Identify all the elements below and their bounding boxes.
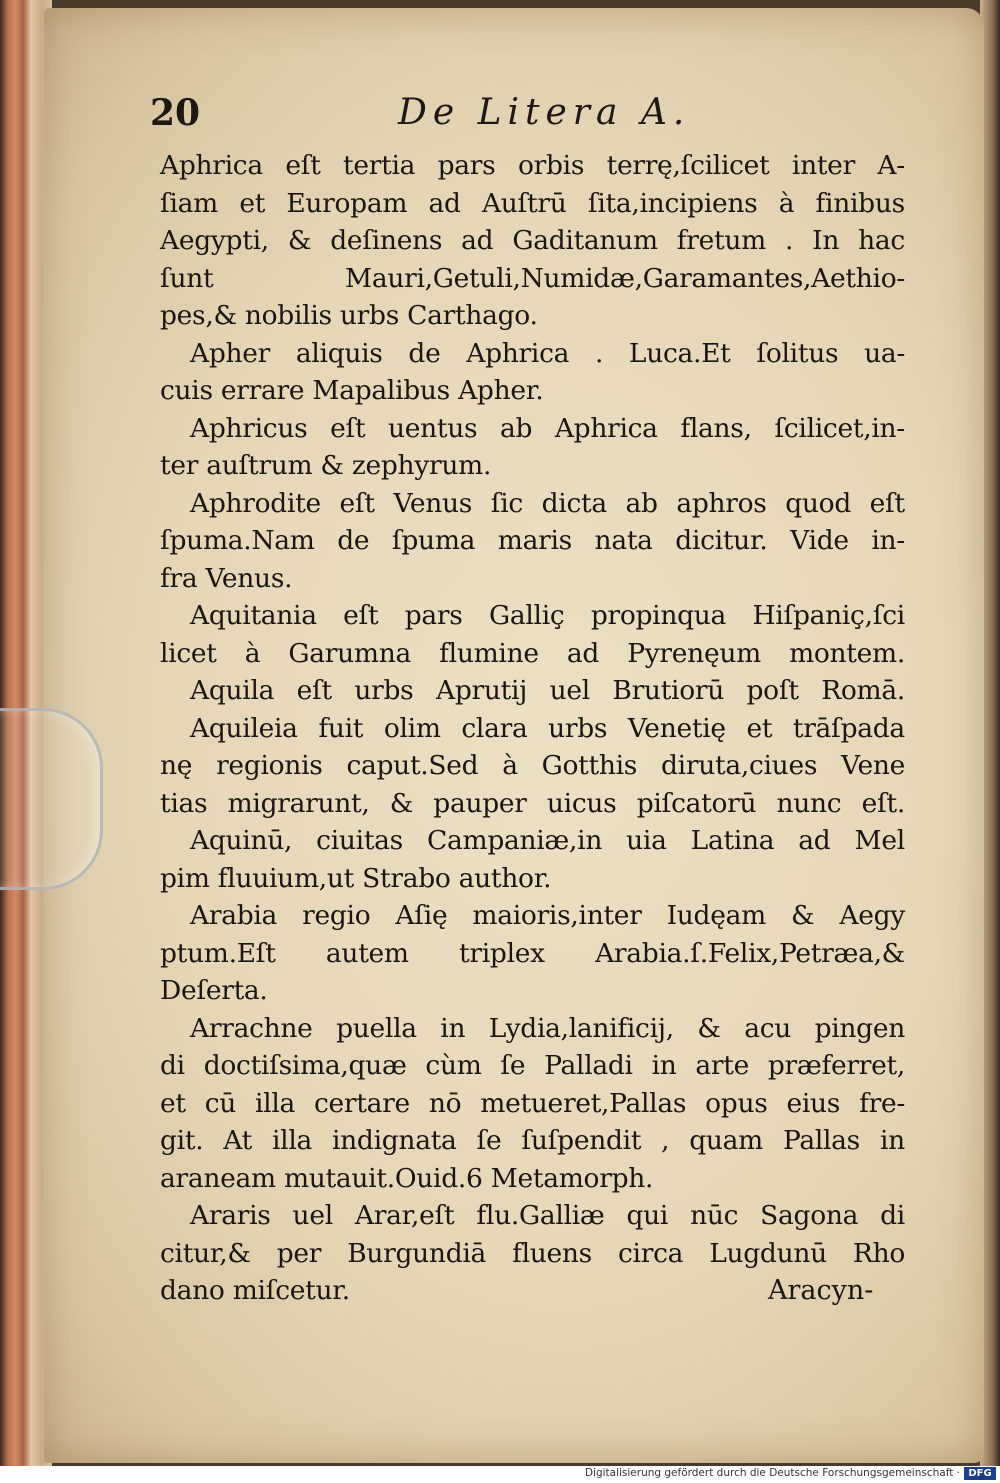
text-line: Aegypti, & deſinens ad Gaditanum fretum . In hac [160, 225, 905, 256]
text-line: dano miſcetur. [160, 1275, 350, 1306]
text-line: Aphrodite eſt Venus ſic dicta ab aphros quod eſt [190, 487, 905, 519]
text-line: tias migrarunt, & pauper uicus piſcatorū nunc eſt. [160, 787, 905, 819]
text-line: ſunt Mauri,Getuli,Numidæ,Garamantes,Aethio- [160, 262, 905, 294]
running-title: De Litera A. [398, 92, 691, 133]
text-line: fra Venus. [160, 562, 293, 594]
page-clip [0, 708, 103, 890]
text-line: et cū illa certare nō metueret,Pallas opus eius fre- [160, 1087, 905, 1119]
text-line: nę regionis caput.Sed à Gotthis diruta,ciues Vene [160, 750, 905, 781]
text-line: araneam mutauit.Ouid.6 Metamorph. [160, 1162, 654, 1194]
running-header [150, 92, 920, 144]
text-line: Apher aliquis de Aphrica . Luca.Et ſolitus ua- [190, 337, 905, 369]
dfg-logo: DFG [964, 1467, 996, 1480]
text-line: citur,& per Burgundiā fluens circa Lugdunū Rho [160, 1237, 905, 1269]
text-line: ſpuma.Nam de ſpuma maris nata dicitur. Vide in- [160, 525, 905, 556]
text-line: Aquinū, ciuitas Campaniæ,in uia Latina ad Mel [190, 825, 905, 856]
text-line: Aquila eſt urbs Aprutij uel Brutiorū poſt Romā. [190, 675, 905, 706]
text-line: di doctiſsima,quæ cùm ſe Palladi in arte præferret, [160, 1050, 905, 1081]
text-line: ter auſtrum & zephyrum. [160, 450, 492, 481]
footer-credit: Digitalisierung gefördert durch die Deutsche Forschungsgemeinschaft · [584, 1467, 960, 1479]
text-line: Arrachne puella in Lydia,lanificij, & acu pingen [190, 1012, 905, 1044]
text-line: Aquileia fuit olim clara urbs Venetię et trāſpada [190, 712, 905, 744]
text-line: Aphrica eſt tertia pars orbis terrę,ſcilicet inter A- [160, 150, 905, 181]
page-number: 20 [150, 92, 201, 134]
text-line: git. At illa indignata ſe ſuſpendit , quam Pallas in [160, 1125, 905, 1156]
text-line: licet à Garumna flumine ad Pyrenęum montem. [160, 637, 905, 669]
text-line: Arabia regio Aſię maioris,inter Iudęam & Aegy [190, 900, 905, 931]
text-line: cuis errare Mapalibus Apher. [160, 375, 544, 406]
text-line: Aquitania eſt pars Galliç propinqua Hiſpaniç,ſci [190, 600, 905, 631]
text-line: ſiam et Europam ad Auſtrū ſita,incipiens à finibus [160, 187, 905, 219]
text-line: pes,& nobilis urbs Carthago. [160, 300, 538, 331]
text-line: ptum.Eſt autem triplex Arabia.ſ.Felix,Petræa,& [160, 937, 905, 969]
text-line: Aphricus eſt uentus ab Aphrica flans, ſcilicet,in- [190, 412, 905, 444]
text-line: pim fluuium,ut Strabo author. [160, 862, 552, 894]
text-line: Deſerta. [160, 975, 268, 1006]
text-block [160, 147, 905, 1310]
catchword: Aracyn- [768, 1275, 874, 1306]
text-line: Araris uel Arar,eſt flu.Galliæ qui nūc Sagona di [190, 1200, 905, 1231]
